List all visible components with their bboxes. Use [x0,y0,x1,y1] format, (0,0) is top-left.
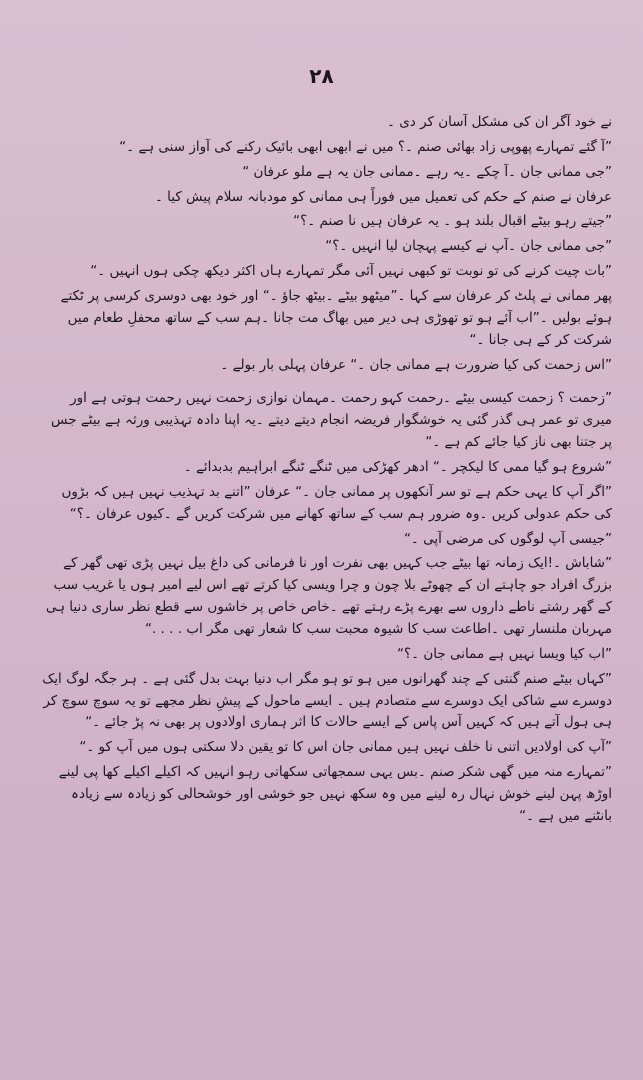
paragraph: ”اب کیا ویسا نہیں ہے ممانی جان ۔؟“ [397,645,612,662]
paragraph: ”جیسی آپ لوگوں کی مرضی آپی ۔“ [403,530,612,547]
paragraph: ”بات چیت کرنے کی تو نوبت تو کبھی نہیں آئی مگر تمہارے ہاں اکثر دیکھ چکی ہوں انہیں ۔“ [90,263,612,280]
paragraph: ”کہاں بیٹے صنم گنتی کے چند گھرانوں میں ہو تو ہو مگر اب دنیا بہت بدل گئی ہے ۔ ہر جگہ لوگ ایک دوسرے سے شاکی ایک دوسرے سے متصادم ہیں ۔ ایسے ماحول کے پیشِ نظر مجھے تو یہ سوچ سوچ کر ہی ہول آتے ہیں کہ کہیں آس پاس کے ایسے حالات کا اثر ہماری اولادوں پر بھی نہ پڑ جائے ۔“ [42,670,612,731]
paragraph: پھر ممانی نے پلٹ کر عرفان سے کہا ۔”میٹھو بیٹے ۔بیٹھ جاؤ ۔“ اور خود بھی دوسری کرسی پر ٹکتے ہوئے بولیں ۔”اب آئے ہو تو تھوڑی ہی دیر میں بھاگ مت جانا ۔ہم سب کے ساتھ محفلِ طعام میں شرکت کر کے ہی جانا ۔“ [60,288,612,348]
paragraph: نے خود آگر ان کی مشکل آسان کر دی ۔ [387,114,612,130]
paragraph: ”جیتے رہو بیٹے اقبال بلند ہو ۔ یہ عرفان ہیں نا صنم ۔؟“ [293,213,612,230]
paragraph: ”اس زحمت کی کیا ضرورت ہے ممانی جان ۔“ عرفان پہلی بار بولے ۔ [220,356,612,373]
paragraph: ”زحمت ؟ زحمت کیسی بیٹے ۔رحمت کہو رحمت ۔مہمان نوازی زحمت نہیں رحمت ہوتی ہے اور میری تو عمر ہی گذر گئی یہ خوشگوار فریضہ انجام دیتے دیتے ۔یہ اپنا دادہ تہذیبی ورثہ ہے بیٹے جس پر جتنا بھی ناز کیا جائے کم ہے ۔“ [50,390,612,451]
paragraph: عرفان نے صنم کے حکم کی تعمیل میں فوراً ہی ممانی کو مودبانہ سلام پیش کیا ۔ [154,188,612,205]
paragraph: ”اگر آپ کا یہی حکم ہے تو سر آنکھوں پر ممانی جان ۔“ عرفان ”اتنے بد تہذیب نہیں ہیں کہ بڑوں کی حکم عدولی کریں ۔وہ ضرور ہم سب کے ساتھ کھانے میں شرکت کریں گے ۔کیوں عرفان ۔؟“ [61,483,612,522]
paragraph: ”تمہارے منہ میں گھی شکر صنم ۔بس یہی سمجھاتی سکھاتی رہو انہیں کہ اکیلے اکیلے کھا پی لینے اوڑھ پہن لینے خوش نہال رہ لینے میں وہ سکھ نہیں جو خوشی اور خوشحالی کو زیادہ سے زیادہ بانٹنے میں ہے ۔“ [58,764,612,824]
paragraph: ”شاباش ۔!ایک زمانہ تھا بیٹے جب کہیں بھی نفرت اور نا فرمانی کی داغ بیل نہیں پڑی تھی گھر کے بزرگ افراد جو چاہتے ان کے چھوٹے بلا چون و چرا ویسی کیا کرتے تھے اس لیے امیر ہوں یا غریب سب کے گھر رشتے ناطے داروں سے بھرے پڑے رہتے تھے ۔خاص خاص پر خاشوں سے قطع نظر ساری دنیا ہی مہربان ملنسار تھی ۔اطاعت سب کا شیوہ محبت سب کا شعار تھی مگر اب . . . .“ [45,555,612,638]
paragraph: ”جی ممانی جان ۔آپ نے کیسے پہچان لیا انہیں ۔؟“ [325,238,612,255]
paragraph: ”جی ممانی جان ۔آ چکے ۔یہ رہے ۔ممانی جان یہ ہے ملو عرفان “ [242,163,612,180]
paragraph: ”آپ کی اولادیں اتنی نا خلف نہیں ہیں ممانی جان اس کا تو یقین دلا سکتی ہوں میں آپ کو ۔“ [79,739,612,756]
urdu-text-body [40,112,612,831]
paragraph: ”آ گئے تمہارے پھوپی زاد بھائی صنم ۔؟ میں نے ابھی ابھی بائیک رکنے کی آواز سنی ہے ۔“ [119,138,612,155]
paragraph: ”شروع ہو گیا ممی کا لیکچر ۔“ ادھر کھڑکی میں ٹنگے ٹنگے ابراہیم بدبدائے ۔ [183,459,612,476]
page-number: ۲۸ [309,64,334,88]
